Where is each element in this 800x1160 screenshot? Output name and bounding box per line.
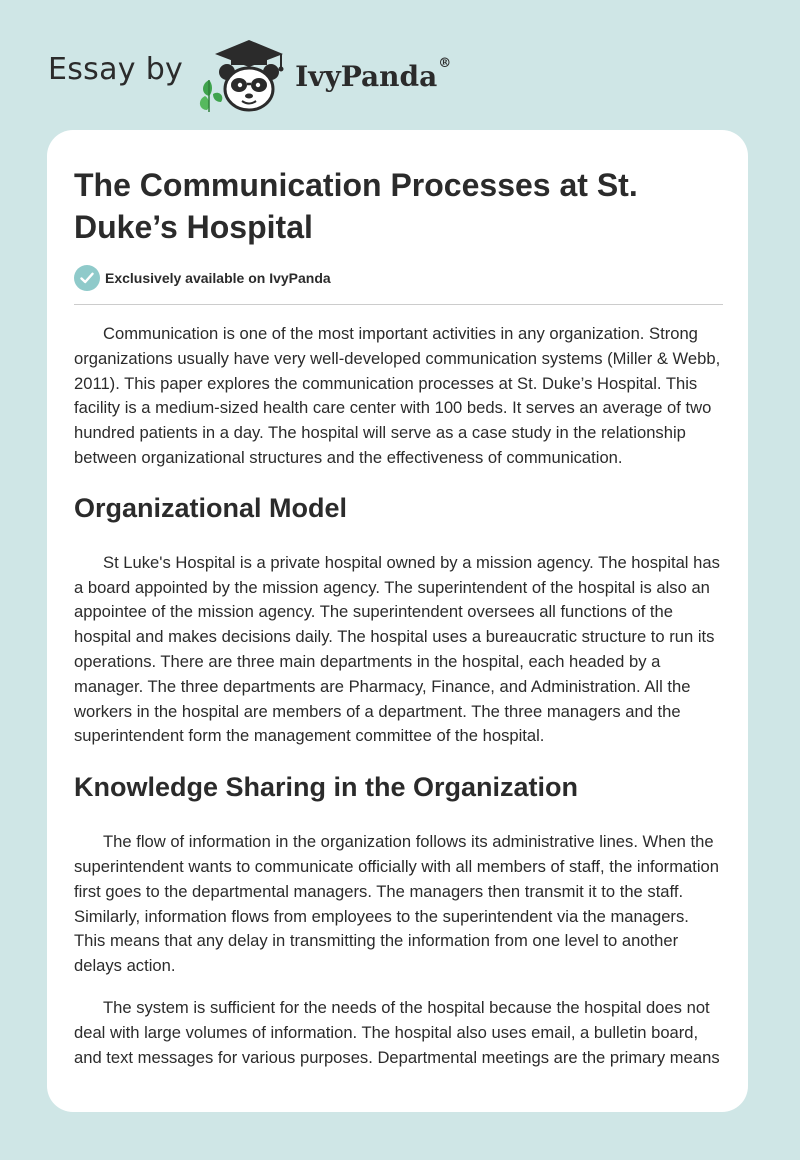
- intro-paragraph: Communication is one of the most important activities in any organization. Strong organizations usually have very well-developed communication systems (Miller & Webb, 2011). This paper explores the communication processes at St. Duke’s Hospital. This facility is a medium-sized health care center with 100 beds. It serves an average of two hundred patients in a day. The hospital will serve as a case study in the relationship between organizational structures and the effectiveness of communication.: [74, 324, 721, 467]
- section-paragraph: The system is sufficient for the needs of the hospital because the hospital does not deal with large volumes of information. The hospital also uses email, a bulletin board, and text messages for various purposes. Departmental meetings are the primary means: [74, 997, 720, 1067]
- essay-card: [47, 130, 748, 1112]
- exclusive-badge: [74, 264, 724, 292]
- divider: [74, 304, 723, 305]
- check-circle-icon: [74, 265, 100, 291]
- site-header: [48, 34, 451, 114]
- registered-mark: ®: [438, 55, 452, 71]
- brand-name-text: IvyPanda: [295, 59, 438, 93]
- section-heading-knowledge-sharing: Knowledge Sharing in the Organization: [74, 772, 579, 803]
- essay-by-label: Essay by: [48, 51, 184, 87]
- exclusive-badge-text: Exclusively available on IvyPanda: [105, 270, 331, 286]
- essay-content: [74, 164, 724, 1070]
- section-heading-organizational-model: Organizational Model: [74, 492, 348, 523]
- brand-name[interactable]: [295, 55, 452, 93]
- essay-title: The Communication Processes at St. Duke’s Hospital: [74, 167, 638, 245]
- panda-graduation-cap-logo-icon[interactable]: [197, 34, 289, 114]
- section-paragraph: St Luke's Hospital is a private hospital owned by a mission agency. The hospital has a board appointed by the mission agency. The superintendent of the hospital is also an appointee of the mission agency. The superintendent oversees all functions of the hospital and makes decisions daily. The hospital uses a bureaucratic structure to run its operations. There are three main departments in the hospital, each headed by a manager. The three departments are Pharmacy, Finance, and Administration. All the workers in the hospital are members of a department. The three managers and the superintendent form the management committee of the hospital.: [74, 552, 720, 746]
- section-paragraph: The flow of information in the organization follows its administrative lines. When the superintendent wants to communicate officially with all members of staff, the information first goes to the departmental managers. The managers then transmit it to the staff. Similarly, information flows from employees to the superintendent via the managers. This means that any delay in transmitting the information from one level to another delays action.: [74, 832, 720, 976]
